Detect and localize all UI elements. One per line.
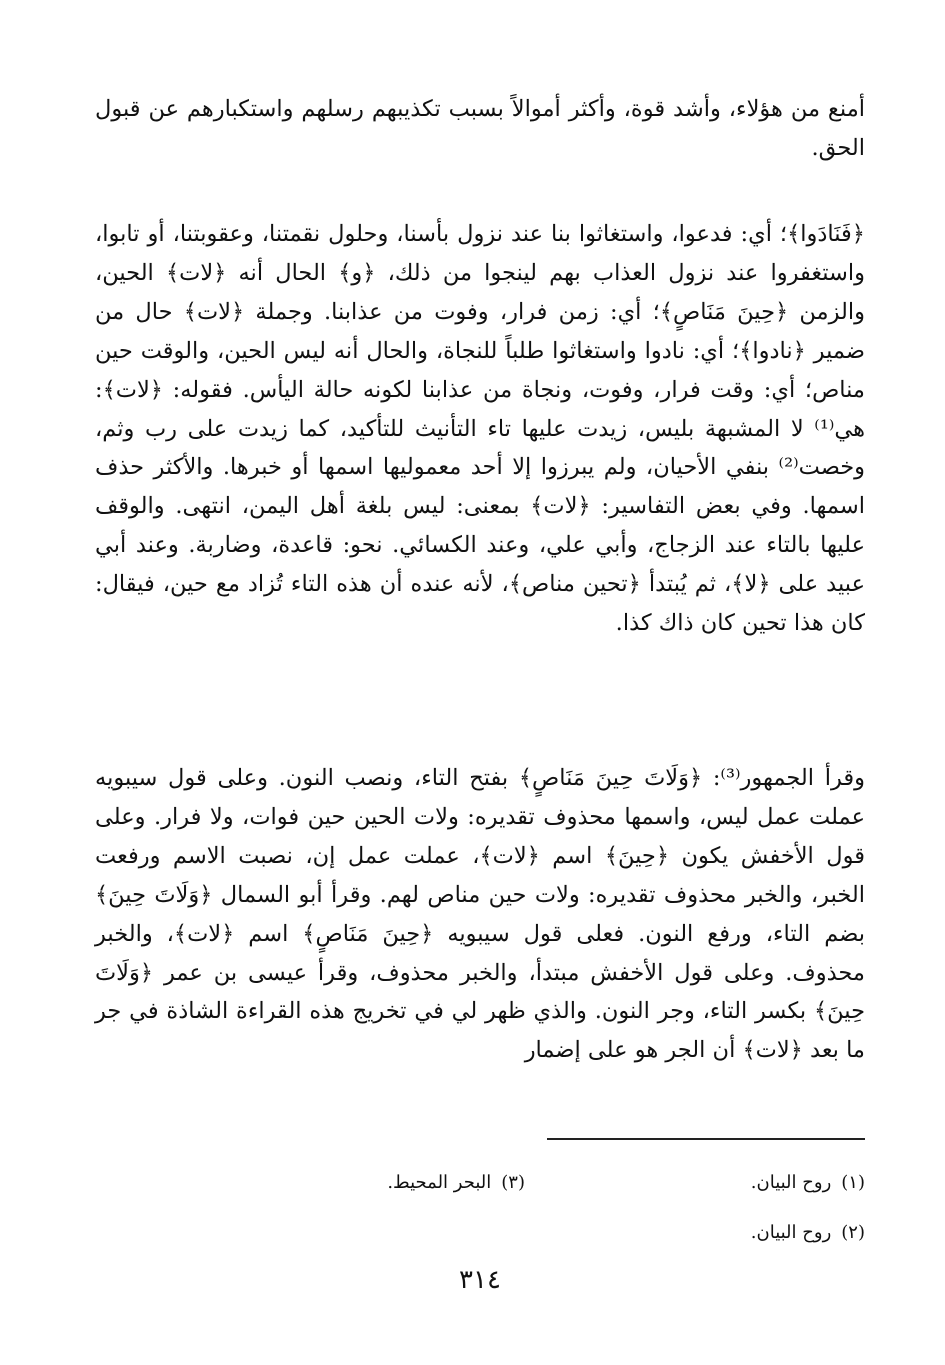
footnotes bbox=[95, 1158, 865, 1258]
footnote-row bbox=[95, 1208, 865, 1258]
paragraph-1: أمنع من هؤلاء، وأشد قوة، وأكثر أموالاً بسبب تكذيبهم رسلهم واستكبارهم عن قبول الحق. bbox=[95, 96, 865, 161]
footnote-text: روح البيان. bbox=[750, 1172, 832, 1193]
page-number: ٣١٤ bbox=[459, 1265, 501, 1295]
footnote-number: (٢) bbox=[841, 1222, 865, 1243]
footnote-text: البحر المحيط. bbox=[387, 1172, 492, 1193]
book-page bbox=[95, 82, 865, 1332]
paragraph-3: وقرأ الجمهور⁽³⁾: ﴿وَلَاتَ حِينَ مَنَاصٍ﴾ بفتح التاء، ونصب النون. وعلى قول سيبويه عملت عمل ليس، واسمها محذوف تقديره: ولات الحين حين فوات، ولا فرار. وعلى قول الأخفش يكون ﴿حِينَ﴾ اسم ﴿لات﴾، عملت عمل إن، نصبت الاسم ورفعت الخبر، والخبر محذوف تقديره: ولات حين مناص لهم. وقرأ أبو السمال ﴿وَلَاتَ حِينَ﴾ بضم التاء، ورفع النون. فعلى قول سيبويه ﴿حِينَ مَنَاصٍ﴾ اسم ﴿لات﴾، والخبر محذوف. وعلى قول الأخفش مبتدأ، والخبر محذوف، وقرأ عيسى بن عمر ﴿وَلَاتَ حِينَ﴾ بكسر التاء، وجر النون. والذي ظهر لي في تخريج هذه القراءة الشاذة في جر ما بعد ﴿لات﴾ أن الجر هو على إضمار bbox=[95, 765, 865, 1064]
footnote-number: (١) bbox=[841, 1172, 865, 1193]
paragraph-2: ﴿فَنَادَوا﴾؛ أي: فدعوا، واستغاثوا بنا عند نزول بأسنا، وحلول نقمتنا، وعقوبتنا، أو تابوا، واستغفروا عند نزول العذاب بهم لينجوا من ذلك، ﴿و﴾ الحال أنه ﴿لات﴾ الحين، والزمن ﴿حِينَ مَنَاصٍ﴾؛ أي: زمن فرار، وفوت من عذابنا. وجملة ﴿لات﴾ حال من ضمير ﴿نادوا﴾؛ أي: نادوا واستغاثوا طلباً للنجاة، والحال أنه ليس الحين، والوقت حين مناص؛ أي: وقت فرار، وفوت، ونجاة من عذابنا لكونه حالة اليأس. فقوله: ﴿لات﴾: هي⁽¹⁾ لا المشبهة بليس، زيدت عليها تاء التأنيث للتأكيد، كما زيدت على رب وثم، وخصت⁽²⁾ بنفي الأحيان، ولم يبرزوا إلا أحد معموليها اسمها أو خبرها. والأكثر حذف اسمها. وفي بعض التفاسير: ﴿لات﴾ بمعنى: ليس بلغة أهل اليمن، انتهى. والوقف عليها بالتاء عند الزجاج، وأبي علي، وعند الكسائي. نحو: قاعدة، وضاربة. وعند أبي عبيد على ﴿لا﴾، ثم يُبتدأ ﴿تحين مناص﴾، لأنه عنده أن هذه التاء تُزاد مع حين، فيقال: كان هذا تحين كان ذاك كذا. bbox=[95, 221, 865, 637]
footnote-2 bbox=[525, 1208, 865, 1258]
footnote-text: روح البيان. bbox=[750, 1222, 832, 1243]
footnote-number: (٣) bbox=[501, 1172, 525, 1193]
footnote-row bbox=[95, 1158, 865, 1208]
footnote-3 bbox=[185, 1158, 525, 1208]
footnote-1 bbox=[525, 1158, 865, 1208]
footnote-divider bbox=[547, 1138, 865, 1140]
